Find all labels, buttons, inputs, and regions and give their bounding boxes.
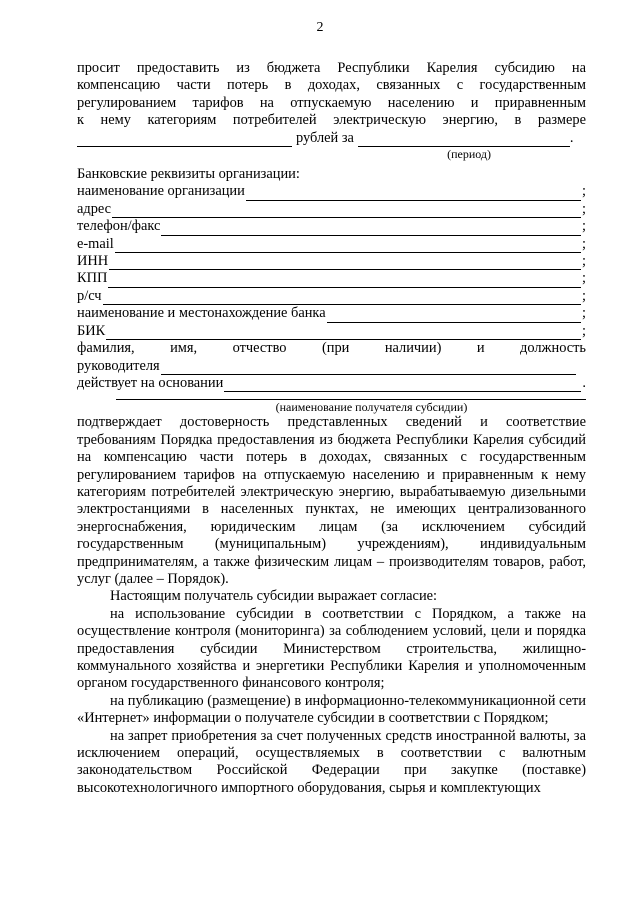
field-label: наименование организации [77, 183, 245, 200]
head-line-2 [77, 358, 586, 375]
head-label: руководителя [77, 357, 160, 374]
field-blank[interactable] [161, 222, 581, 236]
rubles-label: рублей за [296, 129, 354, 146]
field-blank[interactable] [246, 187, 581, 201]
bank-field-account [77, 288, 586, 305]
consent-intro: Настоящим получатель субсидии выражает согласие: [110, 588, 438, 605]
bank-field-address [77, 201, 586, 218]
bank-field-email [77, 236, 586, 253]
basis-end: . [582, 374, 586, 391]
field-label: БИК [77, 322, 106, 339]
consent-item: на публикацию (размещение) в информационно-телекоммуникационной сети «Интернет» информации о получателе субсидии в соответствии с Порядком; [77, 692, 586, 727]
intro-block [77, 60, 586, 130]
basis-label: действует на основании [77, 374, 224, 391]
intro-line: компенсацию части потерь в доходах, связанных с государственным [77, 77, 586, 94]
amount-line [77, 130, 586, 147]
bank-title: Банковские реквизиты организации: [77, 166, 300, 183]
bank-field-bank-name [77, 305, 586, 322]
bank-field-bik [77, 323, 586, 340]
head-line: фамилия, имя, отчество (при наличии) и должность [77, 340, 586, 357]
consent-item: на использование субсидии в соответствии с Порядком, а также на осуществление контроля (мониторинга) за соблюдением условий, цели и порядка предоставления субсидии Министерством строительства, жилищно-коммунального хозяйства и энергетики Республики Карелия и уполномоченным органом государственного финансового контроля; [77, 605, 586, 692]
recipient-caption: (наименование получателя субсидии) [275, 400, 468, 415]
page-number: 2 [316, 20, 324, 35]
field-blank[interactable] [115, 239, 581, 253]
basis-blank[interactable] [224, 378, 581, 392]
basis-line [77, 375, 586, 392]
amount-end: . [569, 129, 574, 146]
period-blank[interactable] [358, 133, 570, 147]
field-label: телефон/факс [77, 218, 161, 235]
field-label: e-mail [77, 235, 114, 252]
bank-field-inn [77, 253, 586, 270]
head-blank[interactable] [161, 361, 576, 375]
field-label: наименование и местонахождение банка [77, 305, 326, 322]
field-label: р/сч [77, 287, 102, 304]
field-label: КПП [77, 270, 108, 287]
period-caption: (период) [447, 147, 491, 162]
bank-field-org-name [77, 183, 586, 200]
field-end: ; [582, 200, 586, 217]
field-end: ; [582, 305, 586, 322]
amount-blank[interactable] [77, 133, 292, 147]
field-end: ; [582, 183, 586, 200]
field-end: ; [582, 287, 586, 304]
field-label: адрес [77, 200, 112, 217]
bank-field-kpp [77, 270, 586, 287]
confirm-paragraph: подтверждает достоверность представленных сведений и соответствие требованиям Порядка предоставления из бюджета Республики Карелия субсидий на компенсацию части потерь в доходах, связанных с государственным регулированием тарифов на отпускаемую населению и приравненным к нему категориям потребителей электрическую энергию, вырабатываемую дизельными электростанциями в населенных пунктах, не имеющих централизованного энергоснабжения, юридическим лицам (за исключением субсидий государственным (муниципальным) учреждениям), индивидуальным предпринимателям, а также физическим лицам – производителям товаров, работ, услуг (далее – Порядок). [77, 414, 586, 587]
field-blank[interactable] [106, 326, 581, 340]
field-end: ; [582, 218, 586, 235]
field-end: ; [582, 270, 586, 287]
field-end: ; [582, 235, 586, 252]
field-blank[interactable] [109, 256, 581, 270]
field-end: ; [582, 253, 586, 270]
intro-line: просит предоставить из бюджета Республики Карелия субсидию на [77, 60, 586, 76]
intro-line: регулированием тарифов на отпускаемую населению и приравненным [77, 94, 586, 111]
consent-item: на запрет приобретения за счет полученных средств иностранной валюты, за исключением операций, осуществляемых в соответствии с валютным законодательством Российской Федерации при закупке (поставке) высокотехнологичного импортного оборудования, сырья и комплектующих [77, 727, 586, 796]
field-blank[interactable] [108, 274, 581, 288]
document-body [77, 60, 586, 797]
field-end: ; [582, 322, 586, 339]
intro-line: к нему категориям потребителей электрическую энергию, в размере [77, 112, 586, 129]
field-blank[interactable] [112, 204, 581, 218]
field-blank[interactable] [103, 291, 581, 305]
field-label: ИНН [77, 253, 109, 270]
bank-field-phone [77, 218, 586, 235]
field-blank[interactable] [327, 309, 581, 323]
